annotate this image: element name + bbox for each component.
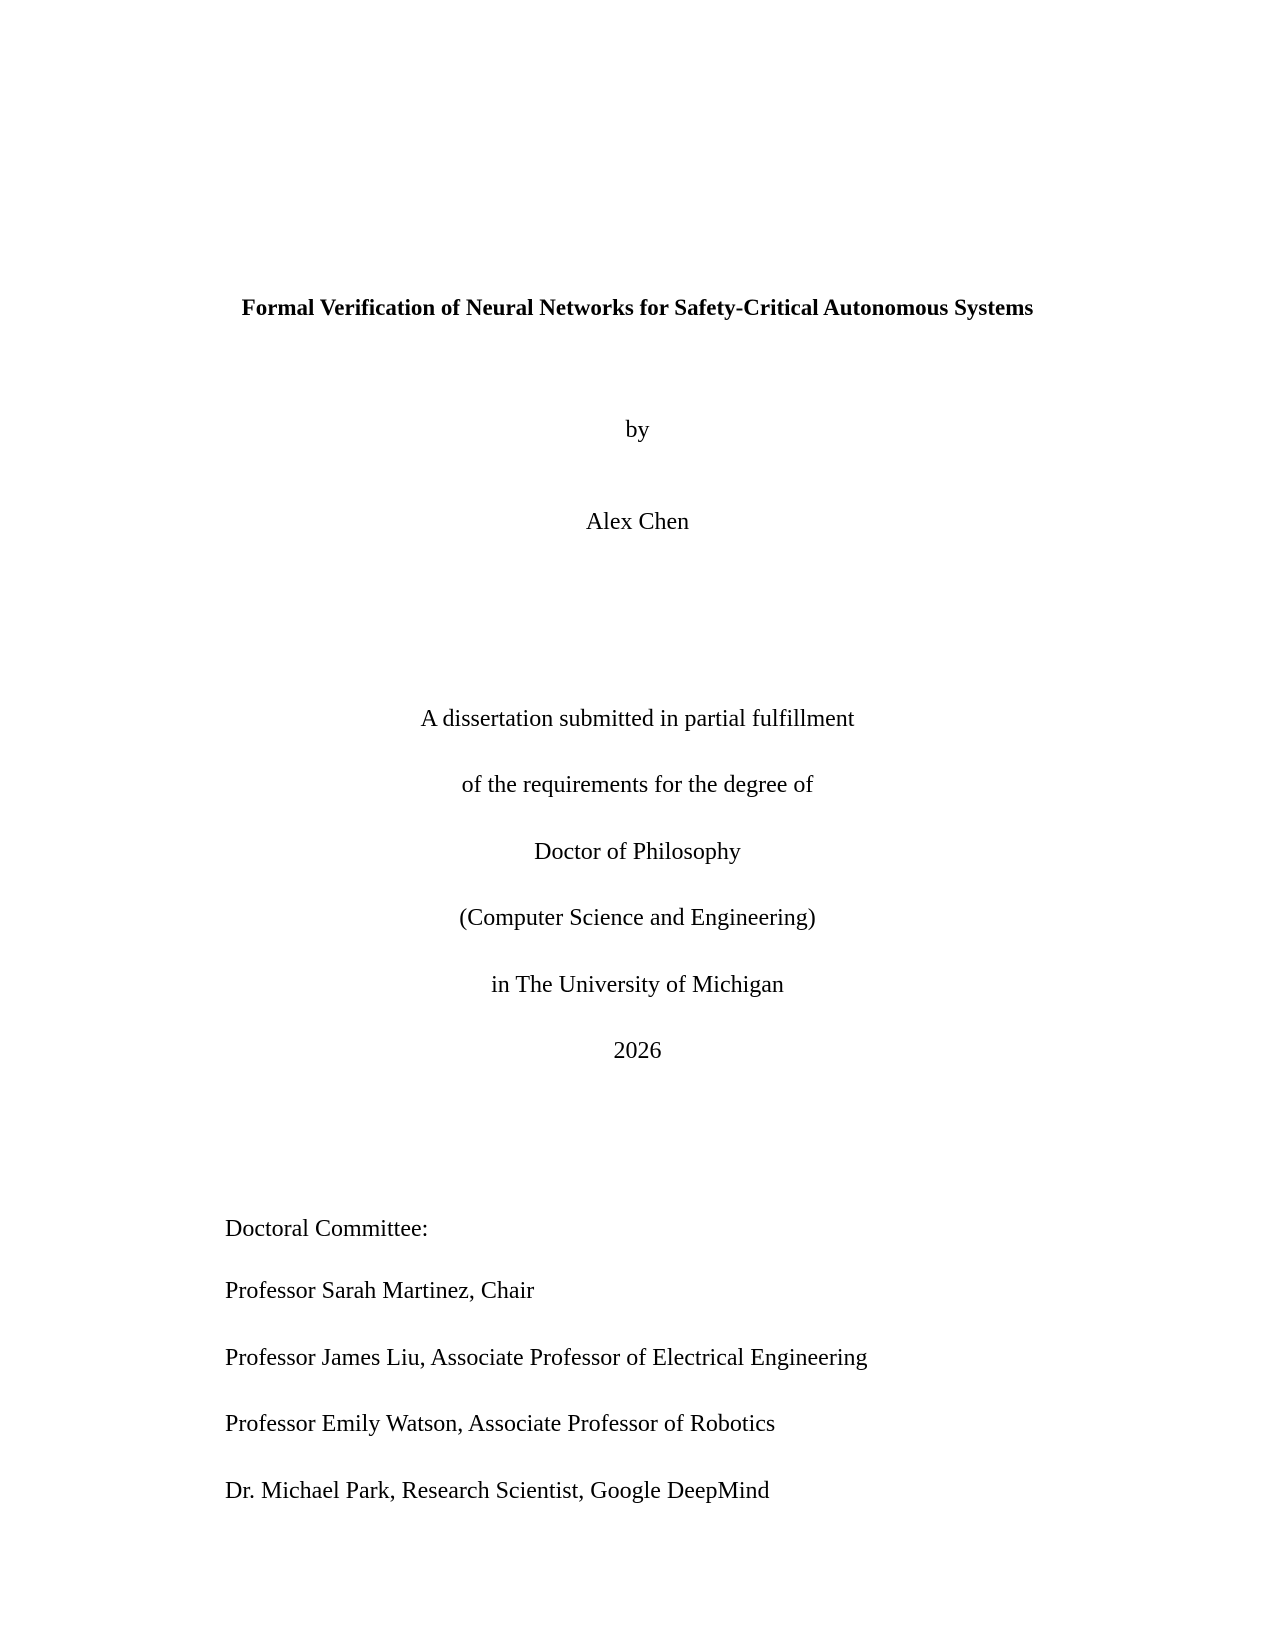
committee-member: Dr. Michael Park, Research Scientist, Google DeepMind [225, 1478, 770, 1504]
department: (Computer Science and Engineering) [459, 905, 816, 931]
statement-line: of the requirements for the degree of [461, 772, 814, 798]
year: 2026 [613, 1038, 662, 1064]
degree-name: Doctor of Philosophy [534, 839, 741, 865]
statement-line: A dissertation submitted in partial fulfillment [420, 706, 855, 732]
committee-member: Professor Emily Watson, Associate Professor of Robotics [225, 1411, 776, 1437]
committee-member: Professor James Liu, Associate Professor of Electrical Engineering [225, 1345, 868, 1371]
committee-heading: Doctoral Committee: [225, 1216, 429, 1242]
dissertation-title: Formal Verification of Neural Networks for Safety-Critical Autonomous Systems [241, 295, 1034, 320]
university: in The University of Michigan [491, 972, 784, 998]
author-name: Alex Chen [585, 509, 690, 535]
committee-member: Professor Sarah Martinez, Chair [225, 1278, 535, 1304]
by-label: by [625, 417, 650, 443]
